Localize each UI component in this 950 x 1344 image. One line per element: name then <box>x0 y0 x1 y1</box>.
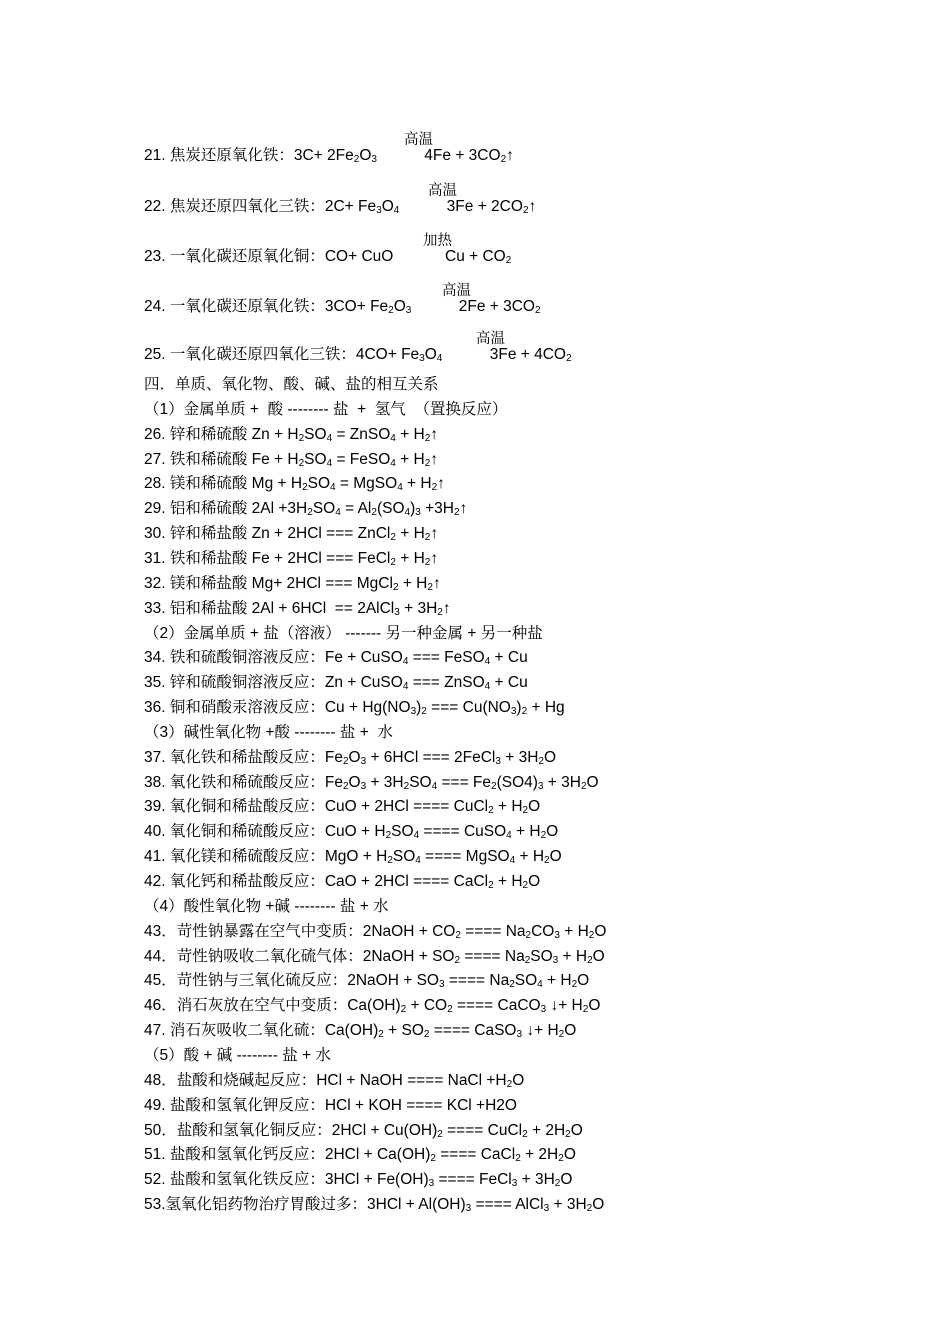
section-heading: （2）金属单质 + 盐（溶液） ------- 另一种金属 + 另一种盐 <box>144 625 543 642</box>
equation-text: 24. 一氧化碳还原氧化铁：$3CO+ Fe_2O_3$ $2Fe + 3CO_2$ <box>144 298 541 316</box>
reaction-line: 43．苛性钠暴露在空气中变质：2NaOH + $CO_2$ ==== $Na_2CO_3 + H_2O$ <box>144 923 607 941</box>
reaction-condition: 高温 <box>428 183 457 199</box>
reaction-line: 27. 铁和稀硫酸 $Fe + H_2SO_4$ = FeSO$_4$ + $H_2↑$ <box>144 451 439 469</box>
reaction-line: 52. 盐酸和氢氧化铁反应：$3HCl + Fe(OH)_3$ ==== FeCl$_3$ + $3H_2O$ <box>144 1171 573 1189</box>
reaction-line: 49. 盐酸和氢氧化钾反应：HCl + KOH ==== KCl +H2O <box>144 1097 517 1114</box>
reaction-line: 28. 镁和稀硫酸 $Mg + H_2SO_4$ = MgSO$_4$ + $H_2↑$ <box>144 475 445 493</box>
reaction-line: 31. 铁和稀盐酸 Fe + 2HCl === FeCl$_2$ + $H_2↑$ <box>144 550 439 568</box>
reaction-line: 48．盐酸和烧碱起反应：HCl + NaOH ==== NaCl $+H_2O$ <box>144 1072 525 1090</box>
equation-text: 22. 焦炭还原四氧化三铁：$2C+ Fe_3O_4$ $3Fe + 2CO_2↑$ <box>144 198 537 216</box>
reaction-condition: 高温 <box>404 132 433 148</box>
section-heading: （4）酸性氧化物 +碱 -------- 盐 + 水 <box>144 898 389 915</box>
reaction-line: 47. 消石灰吸收二氧化硫：$Ca(OH)_2 + SO_2$ ==== CaSO$_3$ ↓+ $H_2O$ <box>144 1022 577 1040</box>
equation-text: 23. 一氧化碳还原氧化铜：CO+ CuO $Cu + CO_2$ <box>144 248 512 266</box>
reaction-line: 35. 锌和硫酸铜溶液反应：Zn + CuSO$_4$ === ZnSO$_4$ + Cu <box>144 674 528 692</box>
reaction-line: 39. 氧化铜和稀盐酸反应：CuO + 2HCl ==== CuCl$_2$ + $H_2O$ <box>144 798 541 816</box>
reaction-condition: 加热 <box>423 233 452 249</box>
section-heading: 四．单质、氧化物、酸、碱、盐的相互关系 <box>144 376 439 393</box>
reaction-line: 30. 锌和稀盐酸 Zn + 2HCl === ZnCl$_2$ + $H_2↑$ <box>144 525 439 543</box>
reaction-line: 53.氢氧化铝药物治疗胃酸过多：$3HCl + Al(OH)_3$ ==== AlCl$_3$ + $3H_2O$ <box>144 1196 605 1214</box>
reaction-line: 46．消石灰放在空气中变质：$Ca(OH)_2 + CO_2$ ==== CaCO$_3$ ↓+ $H_2O$ <box>144 997 601 1015</box>
reaction-line: 44．苛性钠吸收二氧化硫气体：2NaOH + $SO_2$ ==== $Na_2SO_3 + H_2O$ <box>144 948 605 966</box>
reaction-line: 32. 镁和稀盐酸 Mg+ 2HCl === MgCl$_2$ + $H_2↑$ <box>144 575 441 593</box>
equation-text: 21. 焦炭还原氧化铁：$3C+ 2Fe_2O_3$ $4Fe + 3CO_2↑$ <box>144 147 514 165</box>
reaction-line: 40. 氧化铜和稀硫酸反应：CuO + $H_2SO_4$ ==== CuSO$_4$ + $H_2O$ <box>144 823 559 841</box>
reaction-line: 45．苛性钠与三氧化硫反应：2NaOH + $SO_3$ ==== $Na_2SO_4 + H_2O$ <box>144 972 590 990</box>
reaction-condition: 高温 <box>476 331 505 347</box>
equation-text: 25. 一氧化碳还原四氧化三铁：$4CO+ Fe_3O_4$ $3Fe + 4CO_2$ <box>144 346 572 364</box>
reaction-line: 50．盐酸和氢氧化铜反应：$2HCl + Cu(OH)_2$ ==== CuCl$_2$ + $2H_2O$ <box>144 1122 583 1140</box>
reaction-line: 41. 氧化镁和稀硫酸反应：MgO + $H_2SO_4$ ==== MgSO$_4$ + $H_2O$ <box>144 848 562 866</box>
reaction-line: 34. 铁和硫酸铜溶液反应：Fe + CuSO$_4$ === FeSO$_4$ + Cu <box>144 649 528 667</box>
reaction-line: 42. 氧化钙和稀盐酸反应：CaO + 2HCl ==== CaCl$_2$ + $H_2O$ <box>144 873 541 891</box>
section-heading: （3）碱性氧化物 +酸 -------- 盐 + 水 <box>144 724 393 741</box>
reaction-line: 38. 氧化铁和稀硫酸反应：$Fe_2O_3 + 3H_2SO_4$ === $Fe_2(SO4)_3 + 3H_2O$ <box>144 774 599 792</box>
section-heading: （1）金属单质 + 酸 -------- 盐 + 氢气 （置换反应） <box>144 401 508 418</box>
reaction-condition: 高温 <box>442 283 471 299</box>
reaction-line: 29. 铝和稀硫酸 $2Al +3H_2SO_4 = Al_2(SO_4)_3$ $+3H_2↑$ <box>144 500 468 518</box>
section-heading: （5）酸 + 碱 -------- 盐 + 水 <box>144 1047 331 1064</box>
reaction-line: 51. 盐酸和氢氧化钙反应：$2HCl + Ca(OH)_2$ ==== CaCl$_2$ + $2H_2O$ <box>144 1146 576 1164</box>
reaction-line: 33. 铝和稀盐酸 2Al + 6HCl == 2AlCl$_3$ + $3H_2↑$ <box>144 600 451 618</box>
reaction-line: 36. 铜和硝酸汞溶液反应：$Cu + Hg(NO_3)_2$ === $Cu(NO_3)_2 + Hg$ <box>144 699 565 717</box>
reaction-line: 26. 锌和稀硫酸 $Zn + H_2SO_4$ = ZnSO$_4$ + $H_2↑$ <box>144 426 439 444</box>
reaction-line: 37. 氧化铁和稀盐酸反应：$Fe_2O_3 + 6HCl$ === 2FeCl$_3$ + $3H_2O$ <box>144 749 557 767</box>
